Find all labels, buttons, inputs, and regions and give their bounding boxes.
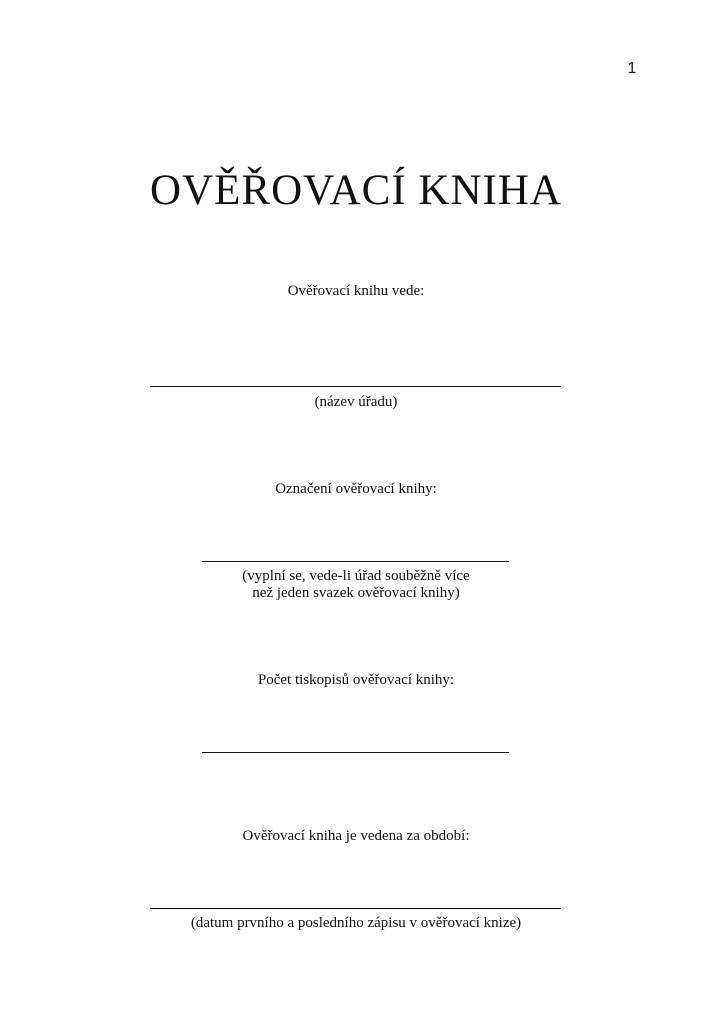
count-label: Počet tiskopisů ověřovací knihy: — [257, 672, 455, 688]
keeper-caption: (název úřadu) — [314, 394, 398, 410]
designation-caption-line-1: (vyplní se, vede-li úřad souběžně více — [242, 568, 470, 584]
period-fill-line — [150, 908, 561, 909]
period-caption: (datum prvního a posledního zápisu v ověřovací knize) — [190, 915, 522, 931]
page-number: 1 — [627, 60, 637, 77]
keeper-label: Ověřovací knihu vede: — [287, 283, 425, 299]
document-title: OVĚŘOVACÍ KNIHA — [150, 167, 562, 214]
designation-caption-line-2: než jeden svazek ověřovací knihy) — [252, 585, 460, 601]
count-fill-line — [202, 752, 509, 753]
designation-fill-line — [202, 561, 509, 562]
period-label: Ověřovací kniha je vedena za období: — [242, 828, 470, 844]
keeper-fill-line — [150, 386, 561, 387]
designation-label: Označení ověřovací knihy: — [275, 481, 437, 497]
